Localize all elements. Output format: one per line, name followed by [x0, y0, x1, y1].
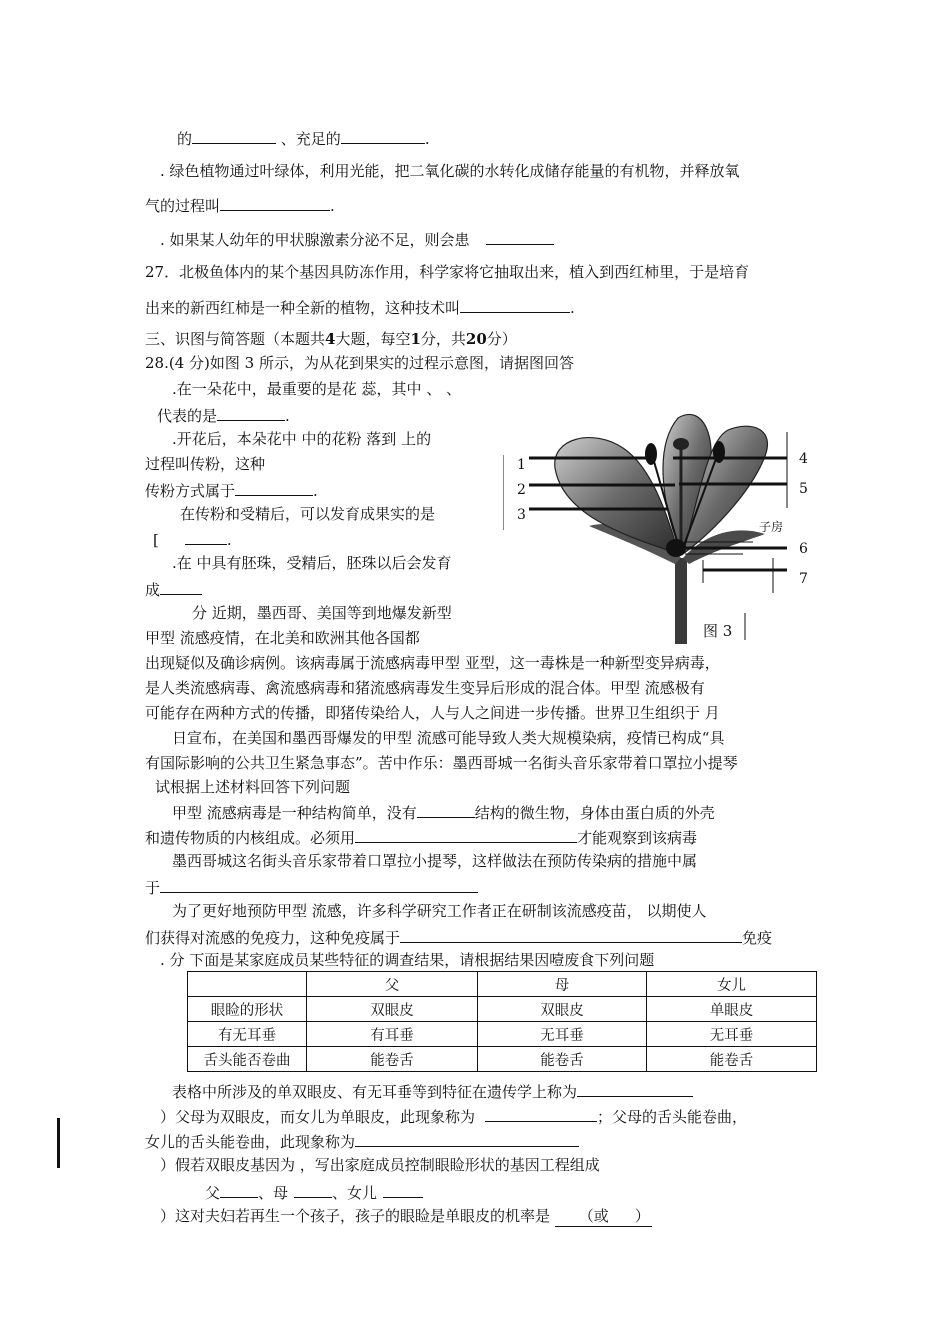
ovary-label: 子房	[759, 520, 784, 534]
q29-line6: 日宣布，在美国和墨西哥爆发的甲型 流感可能导致人类大规模染病，疫情已构成“具	[172, 729, 725, 747]
answer-blank[interactable]	[355, 826, 577, 843]
q29-line5: 可能存在两种方式的传播，即猪传染给人，人与人之间进一步传播。世界卫生组织于 月	[145, 704, 720, 722]
q29-part2: 墨西哥城这名街头音乐家带着口罩拉小提琴，这样做法在预防传染病的措施中属	[172, 852, 698, 870]
q29-part2b: 于	[145, 876, 478, 898]
q29-line2: 甲型 流感疫情，在北美和欧洲其他各国都	[145, 629, 420, 647]
q28-part1: .在一朵花中，最重要的是花 蕊，其中 、 、	[172, 380, 462, 398]
answer-blank[interactable]	[417, 801, 475, 818]
q30-part3: ）假若双眼皮基因为 ，写出家庭成员控制眼睑形状的基因工程组成	[160, 1156, 600, 1174]
table-cell: 能卷舌	[307, 1047, 478, 1072]
table-cell: 无耳垂	[478, 1022, 647, 1047]
table-cell: 无耳垂	[647, 1022, 817, 1047]
table-cell: 眼睑的形状	[188, 997, 307, 1022]
q29-line1: 分 近期，墨西哥、美国等到地爆发新型	[192, 604, 452, 622]
label-3: 3	[517, 507, 526, 523]
flower-figure	[503, 408, 813, 648]
answer-blank[interactable]	[383, 1181, 423, 1198]
table-cell: 能卷舌	[647, 1047, 817, 1072]
family-traits-table	[187, 971, 817, 1072]
table-cell: 有耳垂	[307, 1022, 478, 1047]
question-27: 27．北极鱼体内的某个基因具防冻作用，科学家将它抽取出来，植入到西红柿里，于是培育	[145, 263, 750, 281]
answer-blank[interactable]	[160, 578, 202, 595]
q29-part3b: 们获得对流感的免疫力，这种免疫属于 免疫	[145, 926, 772, 948]
line-3: 气的过程叫 .	[145, 194, 335, 216]
table-cell: 母	[478, 972, 647, 997]
answer-blank[interactable]	[185, 528, 227, 545]
label-5: 5	[799, 481, 808, 497]
figure-caption: 图 3	[703, 622, 733, 640]
line-1: 的 、充足的 .	[177, 127, 430, 149]
label-7: 7	[799, 571, 808, 587]
q28-part2c: 传粉方式属于 .	[145, 479, 318, 501]
q30-part4: ）这对夫妇若再生一个孩子，孩子的眼睑是单眼皮的机率是 （或 ）	[160, 1207, 650, 1225]
answer-blank[interactable]	[577, 1080, 693, 1097]
label-1: 1	[517, 457, 526, 473]
q28-part1b: 代表的是 .	[157, 404, 290, 426]
q29-part1b: 和遗传物质的内核组成。必须用 才能观察到该病毒	[145, 826, 697, 848]
answer-blank[interactable]	[460, 296, 570, 313]
line-6: 出来的新西红柿是一种全新的植物，这种技术叫 .	[145, 296, 575, 318]
answer-blank[interactable]	[485, 1105, 597, 1122]
q29-line4: 是人类流感病毒、禽流感病毒和猪流感病毒发生变异后形成的混合体。甲型 流感极有	[145, 679, 705, 697]
answer-blank[interactable]: （或 ）	[555, 1206, 652, 1227]
q28-part3b: [ .	[153, 528, 232, 550]
table-cell: 双眼皮	[307, 997, 478, 1022]
line-2: . 绿色植物通过叶绿体，利用光能，把二氧化碳的水转化成储存能量的有机物，并释放氧	[160, 162, 740, 180]
table-row	[188, 1047, 817, 1072]
answer-blank[interactable]	[341, 127, 425, 144]
table-cell: 有无耳垂	[188, 1022, 307, 1047]
table-row	[188, 1022, 817, 1047]
q28-part2b: 过程叫传粉，这种	[145, 455, 266, 473]
answer-blank[interactable]	[220, 194, 330, 211]
q28-part3: 在传粉和受精后，可以发育成果实的是	[180, 505, 436, 523]
answer-blank[interactable]	[400, 926, 742, 943]
q29-line3: 出现疑似及确诊病例。该病毒属于流感病毒甲型 亚型，这一毒株是一种新型变异病毒，	[145, 654, 720, 672]
q28-part4b: 成	[145, 578, 202, 600]
answer-blank[interactable]	[217, 404, 285, 421]
answer-blank[interactable]	[294, 1181, 332, 1198]
answer-blank[interactable]	[220, 1181, 258, 1198]
label-4: 4	[799, 451, 808, 467]
answer-blank[interactable]	[355, 1130, 579, 1147]
answer-blank[interactable]	[192, 127, 276, 144]
table-cell: 舌头能否卷曲	[188, 1047, 307, 1072]
q30-part3b: 父 、母 、女儿	[205, 1181, 423, 1203]
q29-part1: 甲型 流感病毒是一种结构简单，没有 结构的微生物，身体由蛋白质的外壳	[172, 801, 715, 823]
margin-bar	[57, 1118, 60, 1168]
q28-part4: .在 中具有胚珠，受精后，胚珠以后会发育	[172, 554, 452, 572]
q30-part2: ）父母为双眼皮，而女儿为单眼皮，此现象称为 ；父母的舌头能卷曲，	[160, 1105, 747, 1127]
question-30: . 分 下面是某家庭成员某些特征的调查结果，请根据结果因噎废食下列问题	[160, 951, 655, 969]
answer-blank[interactable]	[160, 876, 478, 893]
q29-part3: 为了更好地预防甲型 流感，许多科学研究工作者正在研制该流感疫苗， 以期使人	[172, 902, 707, 920]
table-cell: 父	[307, 972, 478, 997]
q30-part2b: 女儿的舌头能卷曲，此现象称为	[145, 1130, 579, 1152]
line-4: . 如果某人幼年的甲状腺激素分泌不足，则会患	[160, 228, 554, 250]
label-2: 2	[517, 482, 526, 498]
table-cell: 能卷舌	[478, 1047, 647, 1072]
table-cell: 女儿	[647, 972, 817, 997]
q29-line7: 有国际影响的公共卫生紧急事态”。苦中作乐：墨西哥城一名街头音乐家带着口罩拉小提琴	[145, 754, 738, 772]
answer-blank[interactable]	[486, 228, 554, 245]
table-cell: 单眼皮	[647, 997, 817, 1022]
q29-line8: 试根据上述材料回答下列问题	[155, 778, 351, 796]
table-cell	[188, 972, 307, 997]
table-header	[188, 972, 817, 997]
q28-part2: .开花后，本朵花中 中的花粉 落到 上的	[172, 430, 432, 448]
table-row	[188, 997, 817, 1022]
section-heading: 三、识图与简答题（本题共4大题，每空1分，共20分）	[145, 330, 517, 348]
label-6: 6	[799, 541, 808, 557]
table-cell: 双眼皮	[478, 997, 647, 1022]
question-28: 28.(4 分)如图 3 所示，为从花到果实的过程示意图，请据图回答	[145, 354, 574, 372]
answer-blank[interactable]	[235, 479, 313, 496]
q30-part1: 表格中所涉及的单双眼皮、有无耳垂等到特征在遗传学上称为	[172, 1080, 693, 1102]
